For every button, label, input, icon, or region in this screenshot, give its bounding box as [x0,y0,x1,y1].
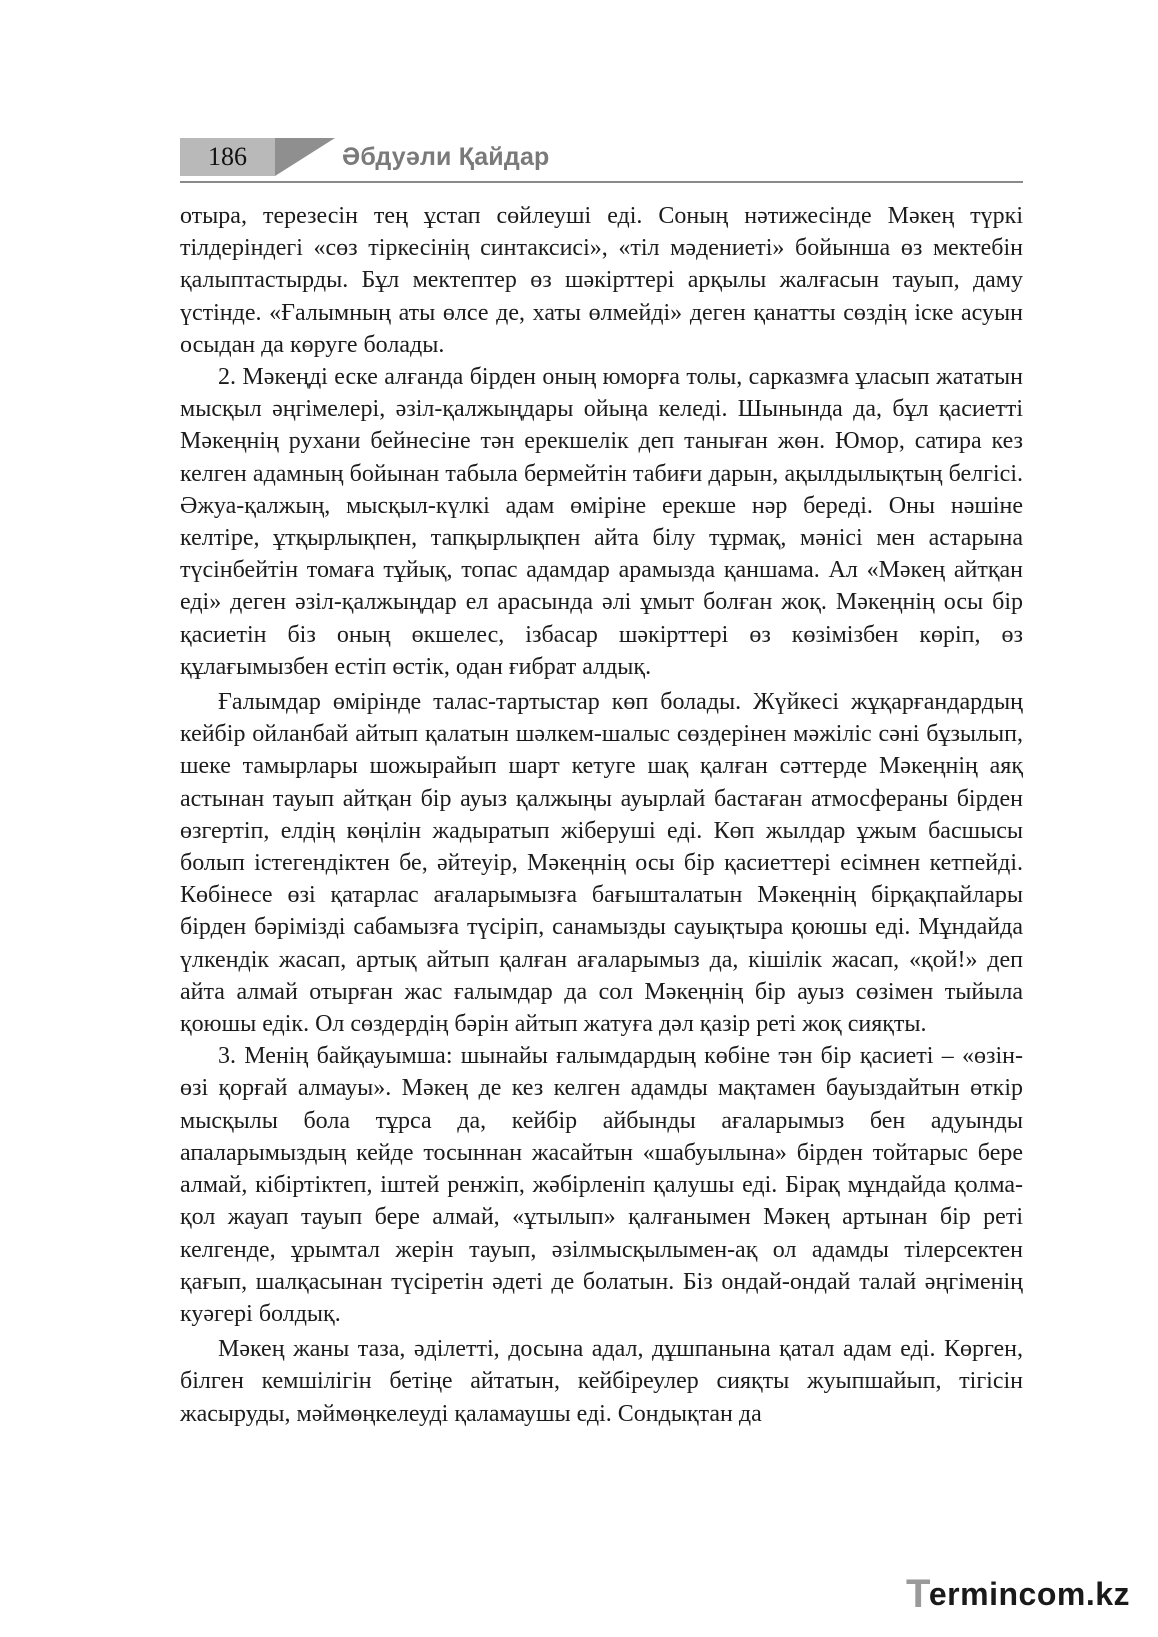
body-text [180,200,1023,1430]
site-watermark [906,1572,1130,1617]
paragraph-3: Ғалымдар өмірінде талас-тартыстар көп болады. Жүйкесі жұқарғандардың кейбір ойланбай айтып қалатын шәлкем-шалыс сөздерінен мәжіліс сәні бұзылып, шеке тамырлары шожырайып шарт кетуге шақ қалған сәттерде Мәкеңнің аяқ астынан тауып айтқан бір ауыз қалжыңы ауырлай бастаған атмосфераны бірден өзгертіп, елдің көңілін жадыратып жіберуші еді. Көп жылдар ұжым басшысы болып істегендіктен бе, әйтеуір, Мәкеңнің осы бір қасиеттері есімнен кетпейді. Көбінесе өзі қатарлас ағаларымызға бағышталатын Мәкеңнің бірқақпайлары бірден бәрімізді сабамызға түсіріп, санамызды сауықтыра қоюшы еді. Мұндайда үлкендік жасап, артық айтып қалған ағаларымыз да, кішілік жасап, «қой!» деп айта алмай отырған жас ғалымдар да сол Мәкеңнің бір ауыз сөзімен тыйыла қоюшы едік. Ол сөздердің бәрін айтып жатуға дәл қазір реті жоқ сияқты. [180,689,1023,1038]
running-title: Әбдуәли Қайдар [342,143,550,171]
watermark-logo-letter: T [905,1572,931,1616]
header-tab-decoration [275,138,335,176]
paragraph-5: Мәкең жаны таза, әділетті, досына адал, дұшпанына қатал адам еді. Көрген, білген кемшілігін бетіңе айтатын, кейбіреулер сияқты жуыпшайып, тігісін жасыруды, мәймөңкелеуді қаламаушы еді. Сондықтан да [180,1336,1023,1427]
paragraph-1: отыра, терезесін тең ұстап сөйлеуші еді. Соның нәтижесінде Мәкең түркі тілдеріндегі «сөз тіркесінің синтаксисі», «тіл мәдениеті» бойынша өз мектебін қалыптастырды. Бұл мектептер өз шәкірттері арқылы жалғасын тауып, даму үстінде. «Ғалымның аты өлсе де, хаты өлмейді» деген қанатты сөздің іске асуын осыдан да көруге болады. [180,203,1023,358]
header-rule [180,181,1023,183]
paragraph-2: 2. Мәкеңді еске алғанда бірден оның юморға толы, сарказмға ұласып жататын мысқыл әңгімелері, әзіл-қалжыңдары ойыңа келеді. Шынында да, бұл қасиетті Мәкеңнің рухани бейнесіне тән ерекшелік деп таныған жөн. Юмор, сатира кез келген адамның бойынан табыла бермейтін табиғи дарын, ақылдылықтың белгісі. Әжуа-қалжың, мысқыл-күлкі адам өміріне ерекше нәр береді. Оны нәшіне келтіре, ұтқырлықпен, тапқырлықпен айта білу тұрмақ, мәнісі мен астарына түсінбейтін томаға тұйық, топас адамдар арамызда қаншама. Ал «Мәкең айтқан еді» деген әзіл-қалжыңдар ел арасында әлі ұмыт болған жоқ. Мәкеңнің осы бір қасиетін біз оның өкшелес, ізбасар шәкірттері өз көзімізбен көріп, өз құлағымызбен естіп өстік, одан ғибрат алдық. [180,364,1023,680]
watermark-text: ermincоm.kz [928,1576,1130,1612]
page-header [180,138,1023,188]
page-number: 186 [180,138,275,176]
paragraph-4: 3. Менің байқауымша: шынайы ғалымдардың көбіне тән бір қасиеті – «өзін-өзі қорғай алмауы». Мәкең де кез келген адамды мақтамен бауыздайтын өткір мысқылы бола тұрса да, кейбір айбынды ағаларымыз бен адуынды апаларымыздың кейде тосыннан жасайтын «шабуылына» бірден тойтарыс бере алмай, кібіртіктеп, іштей ренжіп, жәбірленіп қалушы еді. Бірақ мұндайда қолма-қол жауап тауып бере алмай, «ұтылып» қалғанымен Мәкең артынан бір реті келгенде, ұрымтал жерін тауып, әзілмысқылымен-ақ ол адамды тілерсектен қағып, шалқасынан түсіретін әдеті де болатын. Біз ондай-ондай талай әңгіменің куәгері болдық. [180,1043,1023,1327]
